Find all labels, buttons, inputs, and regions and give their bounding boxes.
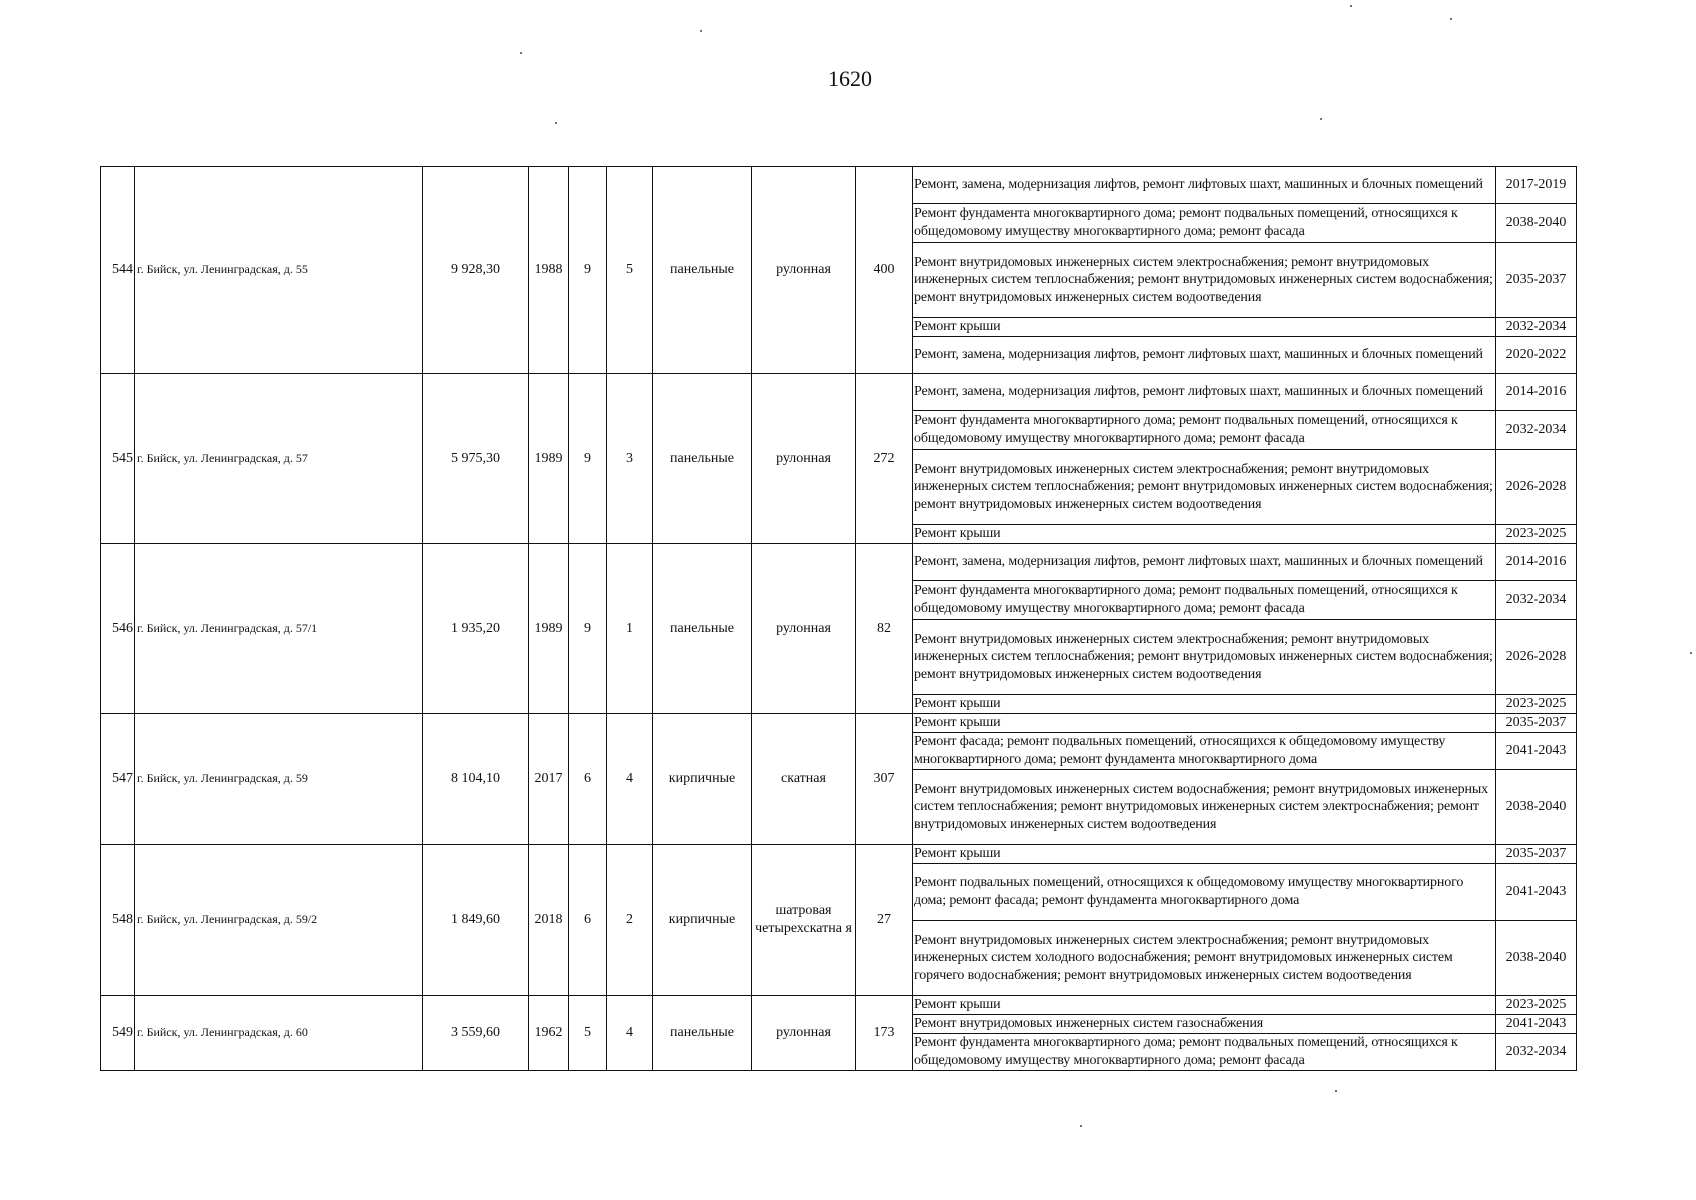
- build-year: 1988: [529, 167, 569, 374]
- work-period: 2026-2028: [1496, 450, 1577, 525]
- floor-count: 5: [569, 996, 607, 1071]
- roof-type: рулонная: [752, 167, 856, 374]
- house-number: 545: [101, 374, 135, 544]
- work-period: 2023-2025: [1496, 695, 1577, 714]
- table-row: [101, 374, 1577, 411]
- work-description: Ремонт крыши: [913, 695, 1496, 714]
- build-year: 1989: [529, 374, 569, 544]
- work-description: Ремонт фундамента многоквартирного дома; ремонт подвальных помещений, относящихся к общедомовому имуществу многоквартирного дома; ремонт фасада: [913, 581, 1496, 620]
- work-description: Ремонт подвальных помещений, относящихся к общедомовому имуществу многоквартирного дома; ремонт фасада; ремонт фундамента многоквартирного дома: [913, 864, 1496, 921]
- build-year: 2017: [529, 714, 569, 845]
- resident-count: 27: [856, 845, 913, 996]
- work-period: 2038-2040: [1496, 921, 1577, 996]
- work-description: Ремонт внутридомовых инженерных систем газоснабжения: [913, 1015, 1496, 1034]
- house-address: г. Бийск, ул. Ленинградская, д. 60: [135, 996, 423, 1071]
- work-description: Ремонт, замена, модернизация лифтов, ремонт лифтовых шахт, машинных и блочных помещений: [913, 374, 1496, 411]
- work-period: 2038-2040: [1496, 770, 1577, 845]
- resident-count: 173: [856, 996, 913, 1071]
- scan-speck: [1350, 5, 1352, 7]
- scan-speck: [1335, 1090, 1337, 1092]
- table-row: [101, 544, 1577, 581]
- house-number: 549: [101, 996, 135, 1071]
- work-period: 2035-2037: [1496, 845, 1577, 864]
- house-area: 1 849,60: [423, 845, 529, 996]
- work-description: Ремонт внутридомовых инженерных систем электроснабжения; ремонт внутридомовых инженерных систем теплоснабжения; ремонт внутридомовых инженерных систем водоснабжения; ремонт внутридомовых инженерных систем водоотведения: [913, 243, 1496, 318]
- roof-type: скатная: [752, 714, 856, 845]
- floor-count: 9: [569, 167, 607, 374]
- scan-speck: [1450, 18, 1452, 20]
- work-period: 2035-2037: [1496, 243, 1577, 318]
- entrance-count: 5: [607, 167, 653, 374]
- scan-speck: [520, 52, 522, 54]
- resident-count: 272: [856, 374, 913, 544]
- work-description: Ремонт фундамента многоквартирного дома; ремонт подвальных помещений, относящихся к общедомовому имуществу многоквартирного дома; ремонт фасада: [913, 1034, 1496, 1071]
- work-description: Ремонт внутридомовых инженерных систем электроснабжения; ремонт внутридомовых инженерных систем теплоснабжения; ремонт внутридомовых инженерных систем водоснабжения; ремонт внутридомовых инженерных систем водоотведения: [913, 450, 1496, 525]
- work-period: 2032-2034: [1496, 411, 1577, 450]
- wall-material: панельные: [653, 167, 752, 374]
- table-row: [101, 167, 1577, 204]
- work-period: 2032-2034: [1496, 581, 1577, 620]
- table-body: [101, 167, 1577, 1071]
- work-description: Ремонт, замена, модернизация лифтов, ремонт лифтовых шахт, машинных и блочных помещений: [913, 337, 1496, 374]
- work-period: 2020-2022: [1496, 337, 1577, 374]
- wall-material: панельные: [653, 996, 752, 1071]
- work-description: Ремонт фасада; ремонт подвальных помещений, относящихся к общедомовому имуществу многоквартирного дома; ремонт фундамента многоквартирного дома: [913, 733, 1496, 770]
- work-period: 2023-2025: [1496, 525, 1577, 544]
- entrance-count: 2: [607, 845, 653, 996]
- table-row: [101, 845, 1577, 864]
- work-description: Ремонт фундамента многоквартирного дома; ремонт подвальных помещений, относящихся к общедомовому имуществу многоквартирного дома; ремонт фасада: [913, 411, 1496, 450]
- entrance-count: 3: [607, 374, 653, 544]
- build-year: 1962: [529, 996, 569, 1071]
- work-description: Ремонт крыши: [913, 996, 1496, 1015]
- scan-speck: [1320, 118, 1322, 120]
- scan-speck: [555, 122, 557, 124]
- work-description: Ремонт крыши: [913, 714, 1496, 733]
- house-address: г. Бийск, ул. Ленинградская, д. 57: [135, 374, 423, 544]
- floor-count: 6: [569, 714, 607, 845]
- work-period: 2041-2043: [1496, 733, 1577, 770]
- work-period: 2014-2016: [1496, 374, 1577, 411]
- scan-speck: [1080, 1125, 1082, 1127]
- house-area: 9 928,30: [423, 167, 529, 374]
- scan-speck: [700, 30, 702, 32]
- house-number: 548: [101, 845, 135, 996]
- roof-type: рулонная: [752, 996, 856, 1071]
- house-address: г. Бийск, ул. Ленинградская, д. 59: [135, 714, 423, 845]
- roof-type: рулонная: [752, 374, 856, 544]
- work-period: 2035-2037: [1496, 714, 1577, 733]
- resident-count: 400: [856, 167, 913, 374]
- floor-count: 9: [569, 544, 607, 714]
- work-description: Ремонт внутридомовых инженерных систем электроснабжения; ремонт внутридомовых инженерных систем теплоснабжения; ремонт внутридомовых инженерных систем водоснабжения; ремонт внутридомовых инженерных систем водоотведения: [913, 620, 1496, 695]
- work-period: 2041-2043: [1496, 1015, 1577, 1034]
- house-number: 546: [101, 544, 135, 714]
- work-period: 2014-2016: [1496, 544, 1577, 581]
- house-area: 3 559,60: [423, 996, 529, 1071]
- roof-type: шатровая четырехскатна я: [752, 845, 856, 996]
- work-period: 2032-2034: [1496, 318, 1577, 337]
- work-period: 2017-2019: [1496, 167, 1577, 204]
- resident-count: 82: [856, 544, 913, 714]
- wall-material: панельные: [653, 374, 752, 544]
- house-address: г. Бийск, ул. Ленинградская, д. 59/2: [135, 845, 423, 996]
- work-description: Ремонт внутридомовых инженерных систем водоснабжения; ремонт внутридомовых инженерных систем теплоснабжения; ремонт внутридомовых инженерных систем электроснабжения; ремонт внутридомовых инженерных систем водоотведения: [913, 770, 1496, 845]
- floor-count: 6: [569, 845, 607, 996]
- house-number: 547: [101, 714, 135, 845]
- entrance-count: 4: [607, 996, 653, 1071]
- work-description: Ремонт крыши: [913, 318, 1496, 337]
- work-period: 2026-2028: [1496, 620, 1577, 695]
- house-area: 5 975,30: [423, 374, 529, 544]
- wall-material: панельные: [653, 544, 752, 714]
- work-period: 2038-2040: [1496, 204, 1577, 243]
- house-area: 1 935,20: [423, 544, 529, 714]
- resident-count: 307: [856, 714, 913, 845]
- work-period: 2041-2043: [1496, 864, 1577, 921]
- repair-schedule-table: [100, 166, 1577, 1071]
- work-description: Ремонт, замена, модернизация лифтов, ремонт лифтовых шахт, машинных и блочных помещений: [913, 167, 1496, 204]
- house-area: 8 104,10: [423, 714, 529, 845]
- work-description: Ремонт внутридомовых инженерных систем электроснабжения; ремонт внутридомовых инженерных систем холодного водоснабжения; ремонт внутридомовых инженерных систем горячего водоснабжения; ремонт внутридомовых инженерных систем водоотведения: [913, 921, 1496, 996]
- wall-material: кирпичные: [653, 845, 752, 996]
- house-address: г. Бийск, ул. Ленинградская, д. 55: [135, 167, 423, 374]
- work-description: Ремонт, замена, модернизация лифтов, ремонт лифтовых шахт, машинных и блочных помещений: [913, 544, 1496, 581]
- work-period: 2032-2034: [1496, 1034, 1577, 1071]
- page-number: 1620: [828, 66, 872, 91]
- build-year: 2018: [529, 845, 569, 996]
- work-description: Ремонт крыши: [913, 525, 1496, 544]
- table-row: [101, 714, 1577, 733]
- table-row: [101, 996, 1577, 1015]
- house-address: г. Бийск, ул. Ленинградская, д. 57/1: [135, 544, 423, 714]
- work-description: Ремонт фундамента многоквартирного дома; ремонт подвальных помещений, относящихся к общедомовому имуществу многоквартирного дома; ремонт фасада: [913, 204, 1496, 243]
- entrance-count: 1: [607, 544, 653, 714]
- work-period: 2023-2025: [1496, 996, 1577, 1015]
- floor-count: 9: [569, 374, 607, 544]
- scan-speck: [1690, 652, 1692, 654]
- wall-material: кирпичные: [653, 714, 752, 845]
- work-description: Ремонт крыши: [913, 845, 1496, 864]
- roof-type: рулонная: [752, 544, 856, 714]
- build-year: 1989: [529, 544, 569, 714]
- house-number: 544: [101, 167, 135, 374]
- entrance-count: 4: [607, 714, 653, 845]
